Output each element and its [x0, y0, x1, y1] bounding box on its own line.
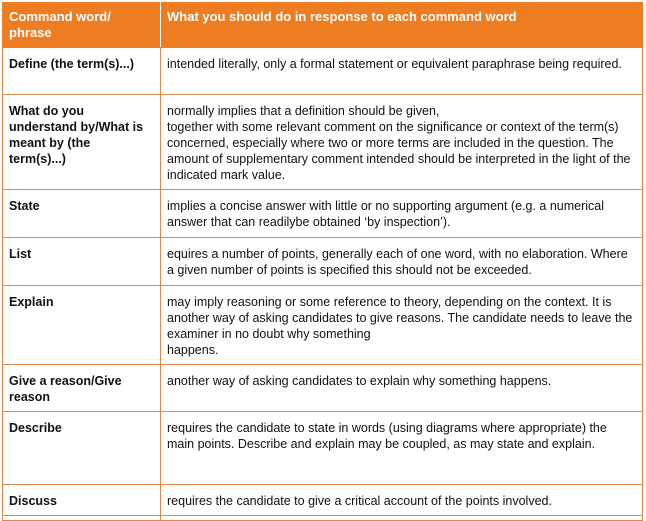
description-cell: implies a concise answer with little or no supporting argument (e.g. a numerical answer that can readilybe obtained ‘by inspection’). [161, 190, 643, 238]
header-row [3, 3, 643, 48]
table-row [3, 190, 643, 238]
table-row [3, 238, 643, 286]
term-cell: Discuss [3, 485, 161, 516]
description-cell: requires the candidate to give a critical account of the points involved. [161, 485, 643, 516]
table-row [3, 286, 643, 365]
header-term: Command word/ phrase [3, 3, 161, 48]
command-words-table [2, 2, 643, 521]
description-cell-empty [161, 516, 643, 521]
header-description: What you should do in response to each command word [161, 3, 643, 48]
term-cell: What do you understand by/What is meant by (the term(s)...) [3, 95, 161, 190]
description-cell: normally implies that a definition should be given, together with some relevant comment on the significance or context of the term(s) concerned, especially where two or more terms are included in the question. The amount of supplementary comment intended should be interpreted in the light of the indicated mark value. [161, 95, 643, 190]
term-cell: State [3, 190, 161, 238]
table-body [3, 48, 643, 521]
table-row [3, 365, 643, 412]
table-row [3, 48, 643, 95]
term-cell-empty [3, 516, 161, 521]
table-row [3, 412, 643, 485]
table-header [3, 3, 643, 48]
table-row-cutoff [3, 516, 643, 521]
description-cell: requires the candidate to state in words (using diagrams where appropriate) the main points. Describe and explain may be coupled, as may state and explain. [161, 412, 643, 485]
description-cell: intended literally, only a formal statement or equivalent paraphrase being required. [161, 48, 643, 95]
term-cell: Define (the term(s)...) [3, 48, 161, 95]
description-cell: may imply reasoning or some reference to theory, depending on the context. It is another way of asking candidates to give reasons. The candidate needs to leave the examiner in no doubt why something happens. [161, 286, 643, 365]
term-cell: List [3, 238, 161, 286]
description-cell: equires a number of points, generally each of one word, with no elaboration. Where a given number of points is specified this should not be exceeded. [161, 238, 643, 286]
term-cell: Give a reason/Give reason [3, 365, 161, 412]
term-cell: Describe [3, 412, 161, 485]
table-row [3, 95, 643, 190]
description-cell: another way of asking candidates to explain why something happens. [161, 365, 643, 412]
table-row [3, 485, 643, 516]
term-cell: Explain [3, 286, 161, 365]
